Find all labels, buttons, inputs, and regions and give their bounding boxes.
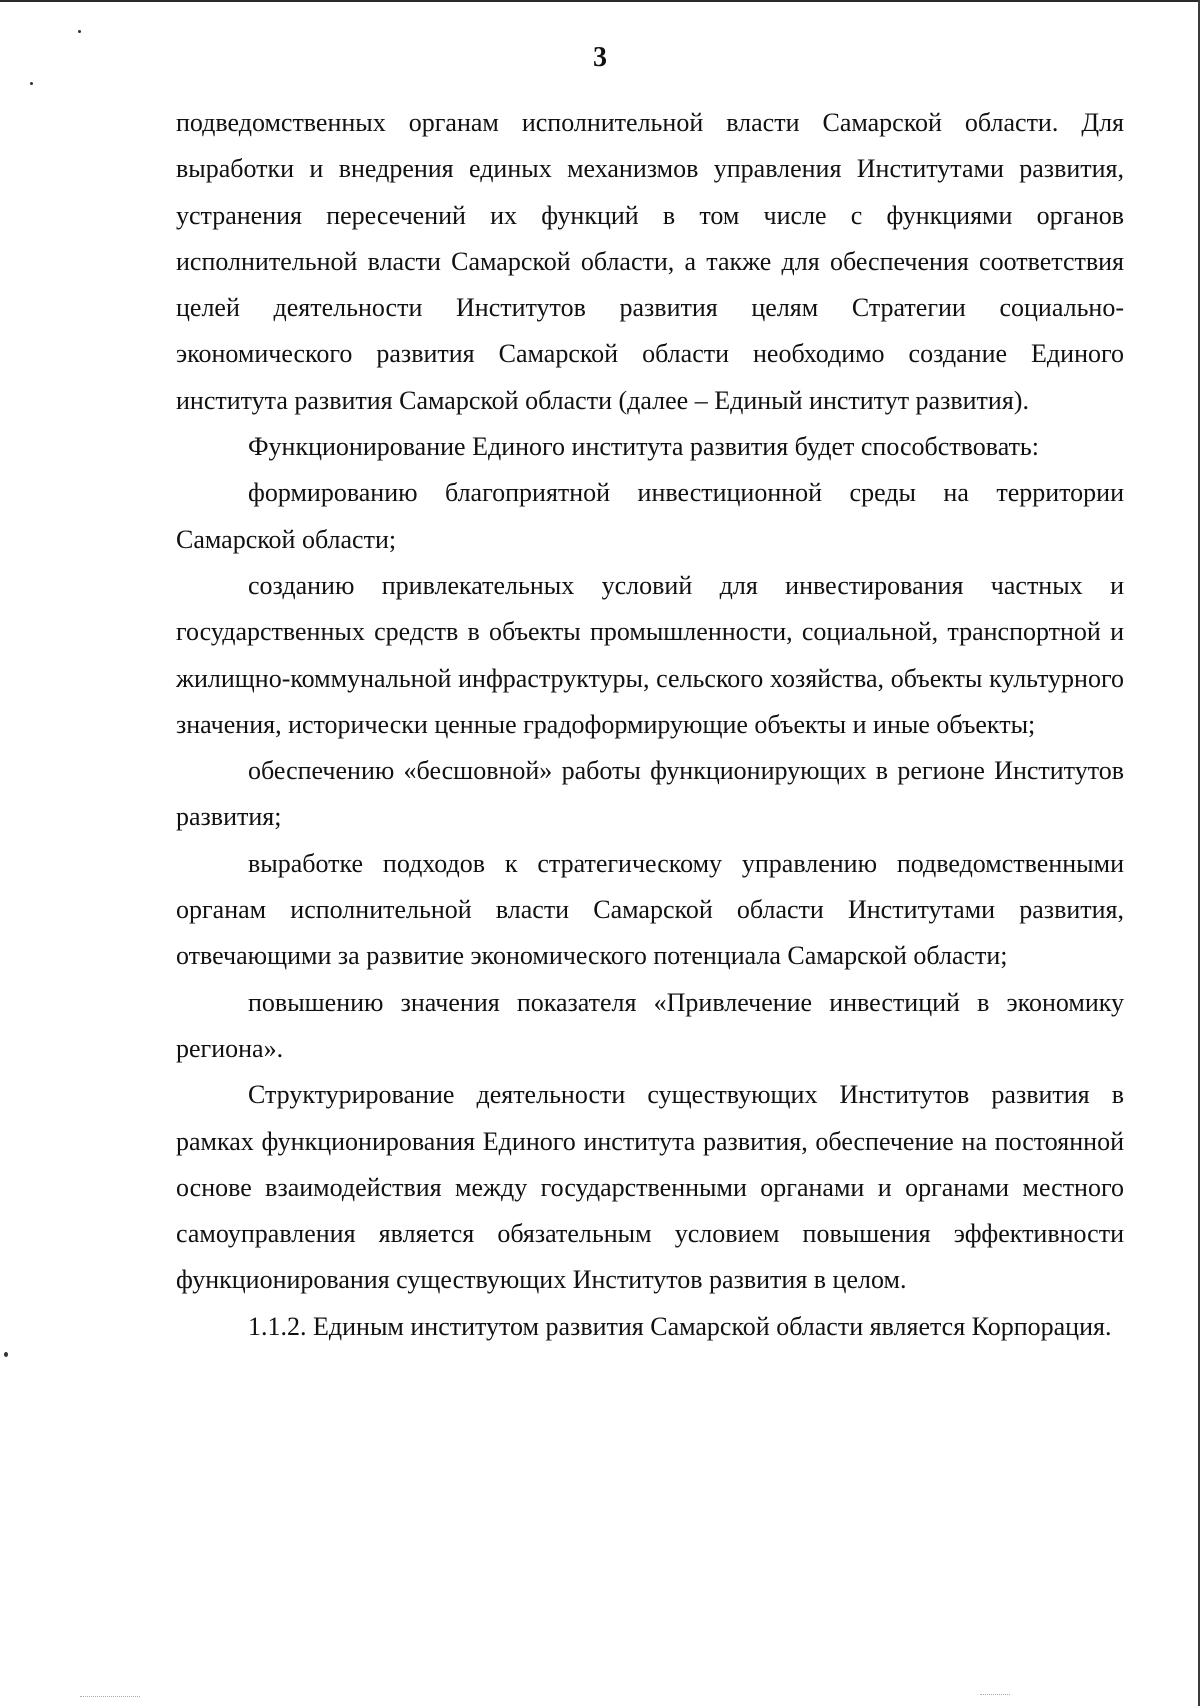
scan-speck (30, 82, 33, 85)
scan-noise (80, 1696, 140, 1697)
list-item: выработке подходов к стратегическому управлению подведомственными органам исполнительной власти Самарской области Институтами развития, отвечающими за развитие экономического потенциала Самарской области; (176, 848, 1124, 971)
paragraph: Структурирование деятельности существующих Институтов развития в рамках функционирования Единого института развития, обеспечение на постоянной основе взаимодействия между государственными органами и органами местного самоуправления является обязательным условием повышения эффективности функционирования существующих Институтов развития в целом. (176, 1080, 1124, 1295)
list-item: обеспечению «бесшовной» работы функционирующих в регионе Институтов развития; (176, 756, 1124, 832)
scan-speck (78, 30, 81, 33)
page-number: 3 (593, 42, 607, 73)
section-clause: 1.1.2. Единым институтом развития Самарской области является Корпорация. (248, 1311, 1112, 1341)
scan-noise (980, 1694, 1010, 1695)
list-item: созданию привлекательных условий для инвестирования частных и государственных средств в объекты промышленности, социальной, транспортной и жилищно-коммунальной инфраструктуры, сельского хозяйства, объекты культурного значения, исторически ценные градоформирующие объекты и иные объекты; (176, 570, 1124, 739)
document-body (176, 100, 1124, 1350)
scan-speck (4, 1352, 8, 1357)
scan-top-border (0, 0, 1200, 2)
list-item: формированию благоприятной инвестиционной среды на территории Самарской области; (176, 478, 1124, 554)
list-item: повышению значения показателя «Привлечение инвестиций в экономику региона». (176, 987, 1124, 1063)
paragraph: подведомственных органам исполнительной власти Самарской области. Для выработки и внедрения единых механизмов управления Институтами развития, устранения пересечений их функций в том числе с функциями органов исполнительной власти Самарской области, а также для обеспечения соответствия целей деятельности Институтов развития целям Стратегии социально-экономического развития Самарской области необходимо создание Единого института развития Самарской области (далее – Единый институт развития). (176, 108, 1124, 415)
paragraph: Функционирование Единого института развития будет способствовать: (248, 432, 1040, 462)
